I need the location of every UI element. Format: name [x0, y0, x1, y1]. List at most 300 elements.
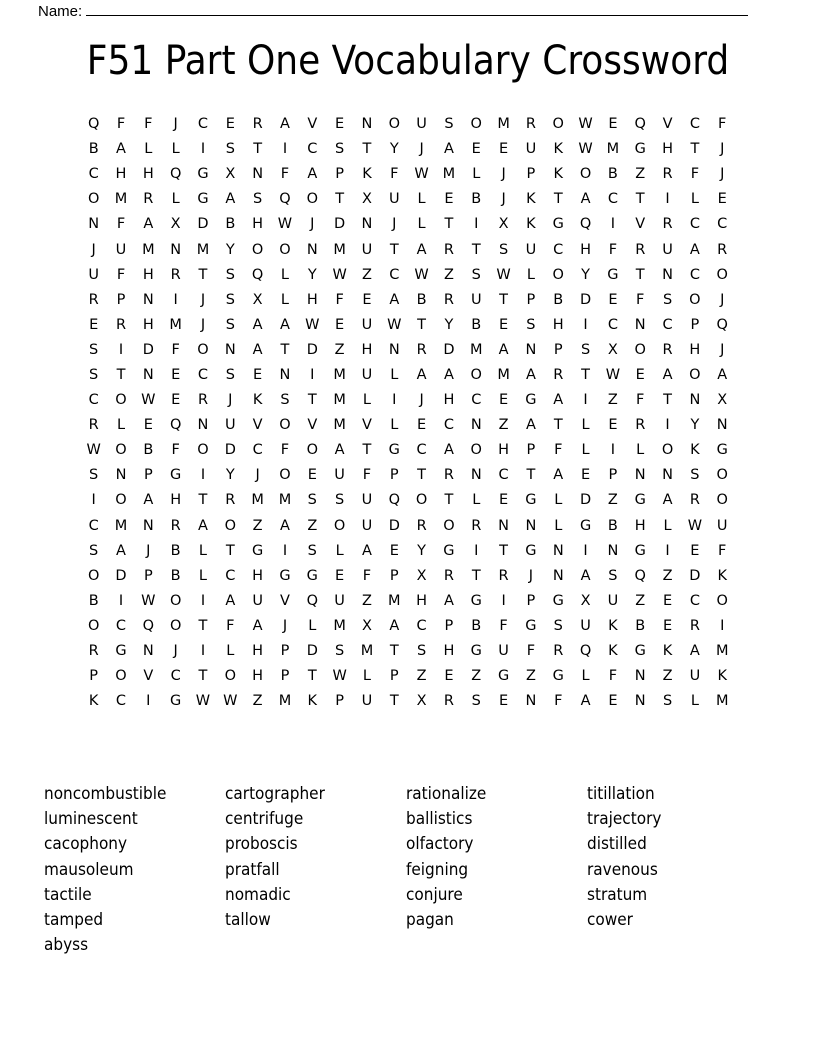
grid-cell[interactable]: L: [663, 517, 672, 534]
grid-cell[interactable]: I: [583, 542, 588, 559]
grid-cell[interactable]: T: [581, 366, 590, 383]
grid-cell[interactable]: D: [306, 341, 318, 358]
grid-cell[interactable]: I: [146, 693, 151, 710]
grid-cell[interactable]: S: [690, 467, 700, 484]
grid-cell[interactable]: I: [173, 291, 178, 308]
grid-cell[interactable]: D: [115, 567, 127, 584]
grid-cell[interactable]: I: [583, 392, 588, 409]
grid-cell[interactable]: R: [662, 216, 673, 233]
grid-cell[interactable]: U: [224, 417, 236, 434]
grid-cell[interactable]: L: [226, 643, 235, 660]
grid-cell[interactable]: G: [470, 592, 482, 609]
grid-cell[interactable]: C: [553, 241, 564, 258]
grid-cell[interactable]: F: [608, 668, 618, 685]
grid-cell[interactable]: K: [690, 442, 700, 459]
grid-cell[interactable]: L: [690, 191, 699, 208]
grid-cell[interactable]: U: [388, 191, 400, 208]
grid-cell[interactable]: C: [197, 366, 209, 383]
grid-cell[interactable]: W: [223, 693, 238, 710]
grid-cell[interactable]: Y: [417, 542, 427, 559]
grid-cell[interactable]: L: [390, 366, 399, 383]
grid-cell[interactable]: S: [307, 542, 317, 559]
grid-cell[interactable]: T: [253, 141, 263, 158]
grid-cell[interactable]: N: [470, 467, 482, 484]
grid-cell[interactable]: F: [554, 693, 563, 710]
grid-cell[interactable]: C: [307, 141, 318, 158]
grid-cell[interactable]: E: [662, 617, 673, 634]
grid-cell[interactable]: T: [471, 241, 481, 258]
grid-cell[interactable]: T: [362, 141, 372, 158]
grid-cell[interactable]: Q: [388, 492, 400, 509]
grid-cell[interactable]: O: [279, 467, 291, 484]
grid-cell[interactable]: W: [277, 216, 293, 233]
grid-cell[interactable]: K: [88, 693, 99, 710]
grid-cell[interactable]: R: [197, 392, 209, 409]
grid-cell[interactable]: S: [225, 366, 235, 383]
word-list-item[interactable]: rationalize: [406, 784, 487, 804]
grid-cell[interactable]: T: [499, 542, 509, 559]
grid-cell[interactable]: R: [635, 241, 646, 258]
grid-cell[interactable]: O: [333, 517, 346, 534]
grid-cell[interactable]: Z: [443, 266, 454, 283]
grid-cell[interactable]: C: [416, 617, 427, 634]
grid-cell[interactable]: T: [389, 693, 399, 710]
grid-cell[interactable]: E: [307, 467, 317, 484]
grid-cell[interactable]: A: [252, 316, 263, 333]
grid-cell[interactable]: P: [526, 166, 536, 183]
grid-cell[interactable]: G: [607, 266, 619, 283]
grid-cell[interactable]: G: [525, 492, 537, 509]
grid-cell[interactable]: S: [580, 341, 591, 358]
grid-cell[interactable]: R: [88, 291, 99, 308]
grid-cell[interactable]: Z: [361, 592, 372, 609]
grid-cell[interactable]: P: [526, 442, 536, 459]
grid-cell[interactable]: U: [115, 241, 127, 258]
grid-cell[interactable]: H: [634, 517, 646, 534]
grid-cell[interactable]: I: [720, 617, 725, 634]
grid-cell[interactable]: W: [414, 266, 429, 283]
grid-cell[interactable]: R: [143, 191, 154, 208]
grid-cell[interactable]: K: [717, 567, 727, 584]
grid-cell[interactable]: K: [662, 643, 673, 660]
grid-cell[interactable]: C: [689, 116, 700, 133]
grid-cell[interactable]: B: [635, 617, 646, 634]
grid-cell[interactable]: V: [361, 417, 372, 434]
grid-cell[interactable]: E: [499, 492, 509, 509]
grid-cell[interactable]: O: [716, 492, 728, 509]
grid-cell[interactable]: R: [471, 517, 482, 534]
grid-cell[interactable]: Q: [306, 592, 318, 609]
grid-cell[interactable]: E: [444, 191, 454, 208]
grid-cell[interactable]: G: [197, 166, 209, 183]
grid-cell[interactable]: E: [417, 417, 427, 434]
grid-cell[interactable]: P: [116, 291, 126, 308]
grid-cell[interactable]: Z: [662, 668, 673, 685]
grid-cell[interactable]: O: [224, 517, 237, 534]
grid-cell[interactable]: S: [662, 693, 673, 710]
grid-cell[interactable]: N: [142, 366, 154, 383]
grid-cell[interactable]: R: [115, 316, 127, 333]
grid-cell[interactable]: H: [498, 442, 510, 459]
grid-cell[interactable]: W: [141, 392, 156, 409]
grid-cell[interactable]: O: [388, 116, 400, 133]
grid-cell[interactable]: E: [335, 567, 345, 584]
grid-cell[interactable]: E: [143, 417, 153, 434]
grid-cell[interactable]: O: [197, 442, 209, 459]
grid-cell[interactable]: O: [443, 517, 455, 534]
grid-cell[interactable]: M: [114, 191, 128, 208]
grid-cell[interactable]: L: [554, 517, 563, 534]
grid-cell[interactable]: J: [419, 392, 424, 409]
grid-cell[interactable]: D: [334, 216, 346, 233]
grid-cell[interactable]: N: [361, 216, 373, 233]
grid-cell[interactable]: N: [142, 517, 154, 534]
grid-cell[interactable]: E: [690, 542, 700, 559]
word-list-item[interactable]: tamped: [44, 910, 104, 931]
grid-cell[interactable]: J: [228, 392, 233, 409]
grid-cell[interactable]: U: [361, 492, 373, 509]
grid-cell[interactable]: E: [608, 116, 618, 133]
grid-cell[interactable]: H: [361, 341, 373, 358]
grid-cell[interactable]: Y: [307, 266, 317, 283]
grid-cell[interactable]: G: [279, 567, 291, 584]
grid-cell[interactable]: D: [579, 291, 592, 308]
grid-cell[interactable]: J: [310, 216, 315, 233]
grid-cell[interactable]: U: [88, 266, 99, 283]
grid-cell[interactable]: U: [416, 116, 427, 133]
grid-cell[interactable]: L: [362, 392, 371, 409]
grid-cell[interactable]: K: [252, 392, 263, 409]
grid-cell[interactable]: Z: [252, 517, 263, 534]
grid-cell[interactable]: Z: [361, 266, 372, 283]
grid-cell[interactable]: C: [498, 467, 509, 484]
grid-cell[interactable]: T: [280, 341, 290, 358]
grid-cell[interactable]: X: [361, 617, 372, 634]
grid-cell[interactable]: U: [525, 241, 537, 258]
grid-cell[interactable]: T: [499, 291, 509, 308]
grid-cell[interactable]: V: [662, 116, 673, 133]
grid-cell[interactable]: M: [333, 241, 346, 258]
grid-cell[interactable]: I: [501, 592, 506, 609]
grid-cell[interactable]: E: [171, 392, 181, 409]
grid-cell[interactable]: Y: [581, 266, 590, 283]
grid-cell[interactable]: F: [526, 643, 536, 660]
grid-cell[interactable]: N: [279, 366, 291, 383]
word-list-item[interactable]: cower: [587, 910, 633, 931]
grid-cell[interactable]: N: [607, 542, 619, 559]
grid-cell[interactable]: A: [553, 392, 564, 409]
grid-cell[interactable]: B: [471, 316, 482, 333]
grid-cell[interactable]: C: [389, 266, 400, 283]
word-list-item[interactable]: cacophony: [44, 834, 128, 855]
grid-cell[interactable]: L: [362, 668, 371, 685]
grid-cell[interactable]: L: [417, 191, 426, 208]
grid-cell[interactable]: Z: [525, 668, 536, 685]
grid-cell[interactable]: J: [255, 467, 260, 484]
grid-cell[interactable]: T: [198, 668, 208, 685]
grid-cell[interactable]: N: [224, 341, 236, 358]
grid-cell[interactable]: L: [526, 266, 535, 283]
grid-cell[interactable]: T: [690, 141, 700, 158]
grid-cell[interactable]: I: [200, 643, 206, 660]
grid-cell[interactable]: H: [306, 291, 318, 308]
grid-cell[interactable]: O: [716, 266, 728, 283]
grid-cell[interactable]: K: [307, 693, 318, 710]
grid-cell[interactable]: Z: [662, 567, 673, 584]
grid-cell[interactable]: B: [88, 141, 99, 158]
grid-cell[interactable]: E: [608, 417, 618, 434]
grid-cell[interactable]: Q: [87, 116, 100, 133]
grid-cell[interactable]: L: [198, 542, 208, 559]
grid-cell[interactable]: G: [197, 191, 209, 208]
word-list-item[interactable]: tallow: [225, 910, 271, 931]
grid-cell[interactable]: F: [226, 617, 235, 634]
grid-cell[interactable]: J: [419, 141, 424, 158]
grid-cell[interactable]: G: [634, 141, 646, 158]
grid-cell[interactable]: S: [416, 643, 427, 660]
grid-cell[interactable]: F: [144, 116, 153, 133]
grid-cell[interactable]: P: [280, 668, 290, 685]
grid-cell[interactable]: G: [634, 492, 646, 509]
grid-cell[interactable]: P: [143, 467, 153, 484]
grid-cell[interactable]: Z: [307, 517, 318, 534]
grid-cell[interactable]: J: [528, 567, 534, 584]
grid-cell[interactable]: O: [169, 592, 182, 609]
grid-cell[interactable]: N: [142, 291, 154, 308]
grid-cell[interactable]: D: [443, 341, 455, 358]
grid-cell[interactable]: B: [471, 617, 482, 634]
grid-cell[interactable]: E: [635, 366, 645, 383]
grid-cell[interactable]: R: [170, 266, 181, 283]
grid-cell[interactable]: A: [198, 517, 208, 534]
grid-cell[interactable]: H: [662, 141, 673, 158]
grid-cell[interactable]: H: [142, 166, 154, 183]
grid-cell[interactable]: M: [333, 366, 346, 383]
grid-cell[interactable]: A: [580, 693, 591, 710]
grid-cell[interactable]: C: [662, 316, 673, 333]
grid-cell[interactable]: C: [416, 442, 427, 459]
grid-cell[interactable]: Q: [579, 643, 592, 660]
grid-cell[interactable]: H: [252, 668, 264, 685]
grid-cell[interactable]: M: [333, 417, 346, 434]
grid-cell[interactable]: A: [389, 617, 400, 634]
grid-cell[interactable]: N: [88, 216, 100, 233]
grid-cell[interactable]: O: [115, 492, 127, 509]
grid-cell[interactable]: T: [198, 492, 208, 509]
grid-cell[interactable]: N: [552, 567, 564, 584]
grid-cell[interactable]: M: [196, 241, 210, 258]
grid-cell[interactable]: M: [169, 316, 182, 333]
grid-cell[interactable]: N: [634, 467, 646, 484]
grid-cell[interactable]: A: [225, 191, 236, 208]
grid-cell[interactable]: G: [497, 668, 510, 685]
grid-cell[interactable]: F: [171, 442, 180, 459]
grid-cell[interactable]: T: [635, 191, 645, 208]
grid-cell[interactable]: E: [580, 467, 591, 484]
grid-cell[interactable]: U: [716, 517, 728, 534]
grid-cell[interactable]: F: [280, 166, 290, 183]
word-list-item[interactable]: ballistics: [406, 809, 473, 830]
grid-cell[interactable]: N: [306, 241, 318, 258]
grid-cell[interactable]: K: [553, 141, 563, 158]
grid-cell[interactable]: W: [195, 693, 211, 710]
grid-cell[interactable]: I: [118, 592, 124, 609]
grid-cell[interactable]: X: [170, 216, 181, 233]
word-list-item[interactable]: ravenous: [587, 859, 658, 880]
grid-cell[interactable]: Z: [334, 341, 345, 358]
grid-cell[interactable]: P: [89, 668, 99, 685]
grid-cell[interactable]: U: [580, 617, 591, 634]
grid-cell[interactable]: O: [470, 442, 482, 459]
grid-cell[interactable]: W: [578, 116, 593, 133]
grid-cell[interactable]: N: [115, 467, 127, 484]
grid-cell[interactable]: L: [171, 191, 180, 208]
grid-cell[interactable]: M: [606, 141, 620, 158]
grid-cell[interactable]: T: [471, 567, 481, 584]
word-list-item[interactable]: nomadic: [225, 884, 291, 905]
grid-cell[interactable]: L: [335, 542, 344, 559]
grid-cell[interactable]: E: [225, 116, 235, 133]
grid-cell[interactable]: W: [687, 517, 703, 534]
grid-cell[interactable]: P: [280, 643, 290, 660]
grid-cell[interactable]: O: [224, 668, 237, 685]
grid-cell[interactable]: H: [252, 643, 264, 660]
grid-cell[interactable]: R: [717, 241, 728, 258]
word-list-item[interactable]: conjure: [406, 884, 463, 905]
grid-cell[interactable]: R: [525, 116, 536, 133]
grid-cell[interactable]: M: [142, 241, 155, 258]
grid-cell[interactable]: P: [526, 592, 536, 609]
grid-cell[interactable]: I: [474, 216, 479, 233]
grid-cell[interactable]: I: [200, 467, 206, 484]
grid-cell[interactable]: C: [471, 392, 482, 409]
grid-cell[interactable]: R: [443, 693, 454, 710]
grid-cell[interactable]: S: [89, 366, 99, 383]
grid-cell[interactable]: V: [635, 216, 646, 233]
grid-cell[interactable]: H: [115, 166, 127, 183]
grid-cell[interactable]: A: [443, 592, 454, 609]
grid-cell[interactable]: L: [280, 291, 289, 308]
grid-cell[interactable]: T: [198, 617, 208, 634]
grid-cell[interactable]: Q: [169, 417, 182, 434]
grid-cell[interactable]: S: [608, 567, 618, 584]
grid-cell[interactable]: G: [170, 693, 182, 710]
grid-cell[interactable]: U: [470, 291, 482, 308]
grid-cell[interactable]: Q: [634, 116, 646, 133]
grid-cell[interactable]: Q: [634, 567, 646, 584]
grid-cell[interactable]: O: [115, 442, 127, 459]
grid-cell[interactable]: W: [141, 592, 156, 609]
grid-cell[interactable]: I: [200, 141, 206, 158]
grid-cell[interactable]: L: [690, 693, 699, 710]
grid-cell[interactable]: N: [634, 316, 646, 333]
word-list-item[interactable]: tactile: [44, 884, 92, 905]
grid-cell[interactable]: T: [444, 216, 454, 233]
grid-cell[interactable]: G: [552, 592, 564, 609]
grid-cell[interactable]: O: [415, 492, 428, 509]
grid-cell[interactable]: S: [526, 316, 536, 333]
grid-cell[interactable]: N: [170, 241, 182, 258]
grid-cell[interactable]: S: [444, 116, 454, 133]
grid-cell[interactable]: W: [578, 141, 593, 158]
grid-cell[interactable]: N: [716, 417, 728, 434]
grid-cell[interactable]: A: [416, 366, 427, 383]
grid-cell[interactable]: G: [634, 542, 646, 559]
grid-cell[interactable]: A: [389, 291, 400, 308]
grid-cell[interactable]: V: [307, 417, 318, 434]
word-list-item[interactable]: trajectory: [587, 809, 662, 830]
word-list-item[interactable]: noncombustible: [44, 784, 167, 804]
grid-cell[interactable]: R: [689, 617, 700, 634]
grid-cell[interactable]: V: [280, 592, 290, 609]
grid-cell[interactable]: N: [197, 417, 209, 434]
grid-cell[interactable]: N: [525, 517, 537, 534]
grid-cell[interactable]: U: [334, 467, 345, 484]
grid-cell[interactable]: A: [525, 417, 536, 434]
grid-cell[interactable]: I: [583, 316, 588, 333]
grid-cell[interactable]: R: [443, 567, 454, 584]
grid-cell[interactable]: D: [689, 567, 701, 584]
grid-cell[interactable]: T: [553, 417, 563, 434]
grid-cell[interactable]: E: [608, 291, 618, 308]
word-list-item[interactable]: centrifuge: [225, 809, 304, 830]
grid-cell[interactable]: L: [472, 492, 481, 509]
grid-cell[interactable]: A: [143, 216, 154, 233]
grid-cell[interactable]: I: [91, 492, 96, 509]
grid-cell[interactable]: I: [610, 216, 616, 233]
grid-cell[interactable]: U: [361, 316, 373, 333]
grid-cell[interactable]: J: [91, 241, 96, 258]
word-list-item[interactable]: abyss: [44, 935, 89, 956]
grid-cell[interactable]: D: [388, 517, 400, 534]
grid-cell[interactable]: C: [170, 668, 181, 685]
grid-cell[interactable]: M: [715, 693, 729, 710]
grid-cell[interactable]: T: [389, 241, 399, 258]
grid-cell[interactable]: R: [662, 166, 673, 183]
grid-cell[interactable]: C: [88, 392, 99, 409]
grid-cell[interactable]: W: [305, 316, 320, 333]
grid-cell[interactable]: Q: [579, 216, 592, 233]
grid-cell[interactable]: A: [498, 341, 509, 358]
word-list-item[interactable]: stratum: [587, 884, 648, 905]
grid-cell[interactable]: L: [581, 442, 590, 459]
grid-cell[interactable]: G: [716, 442, 728, 459]
grid-cell[interactable]: Z: [416, 668, 427, 685]
grid-cell[interactable]: R: [443, 291, 454, 308]
grid-cell[interactable]: I: [118, 341, 124, 358]
grid-cell[interactable]: W: [387, 316, 402, 333]
name-input-line[interactable]: [86, 2, 748, 16]
grid-cell[interactable]: Z: [498, 417, 509, 434]
grid-cell[interactable]: A: [116, 141, 126, 158]
grid-cell[interactable]: A: [252, 617, 263, 634]
grid-cell[interactable]: X: [498, 216, 509, 233]
grid-cell[interactable]: A: [280, 116, 290, 133]
grid-cell[interactable]: N: [498, 517, 510, 534]
grid-cell[interactable]: B: [416, 291, 427, 308]
grid-cell[interactable]: I: [610, 442, 616, 459]
grid-cell[interactable]: J: [200, 316, 206, 333]
grid-cell[interactable]: S: [662, 291, 673, 308]
grid-cell[interactable]: R: [443, 241, 454, 258]
grid-cell[interactable]: F: [636, 392, 645, 409]
grid-cell[interactable]: N: [525, 341, 537, 358]
grid-cell[interactable]: H: [252, 216, 264, 233]
grid-cell[interactable]: U: [334, 592, 345, 609]
grid-cell[interactable]: A: [662, 492, 673, 509]
grid-cell[interactable]: A: [280, 316, 290, 333]
grid-cell[interactable]: T: [198, 266, 208, 283]
